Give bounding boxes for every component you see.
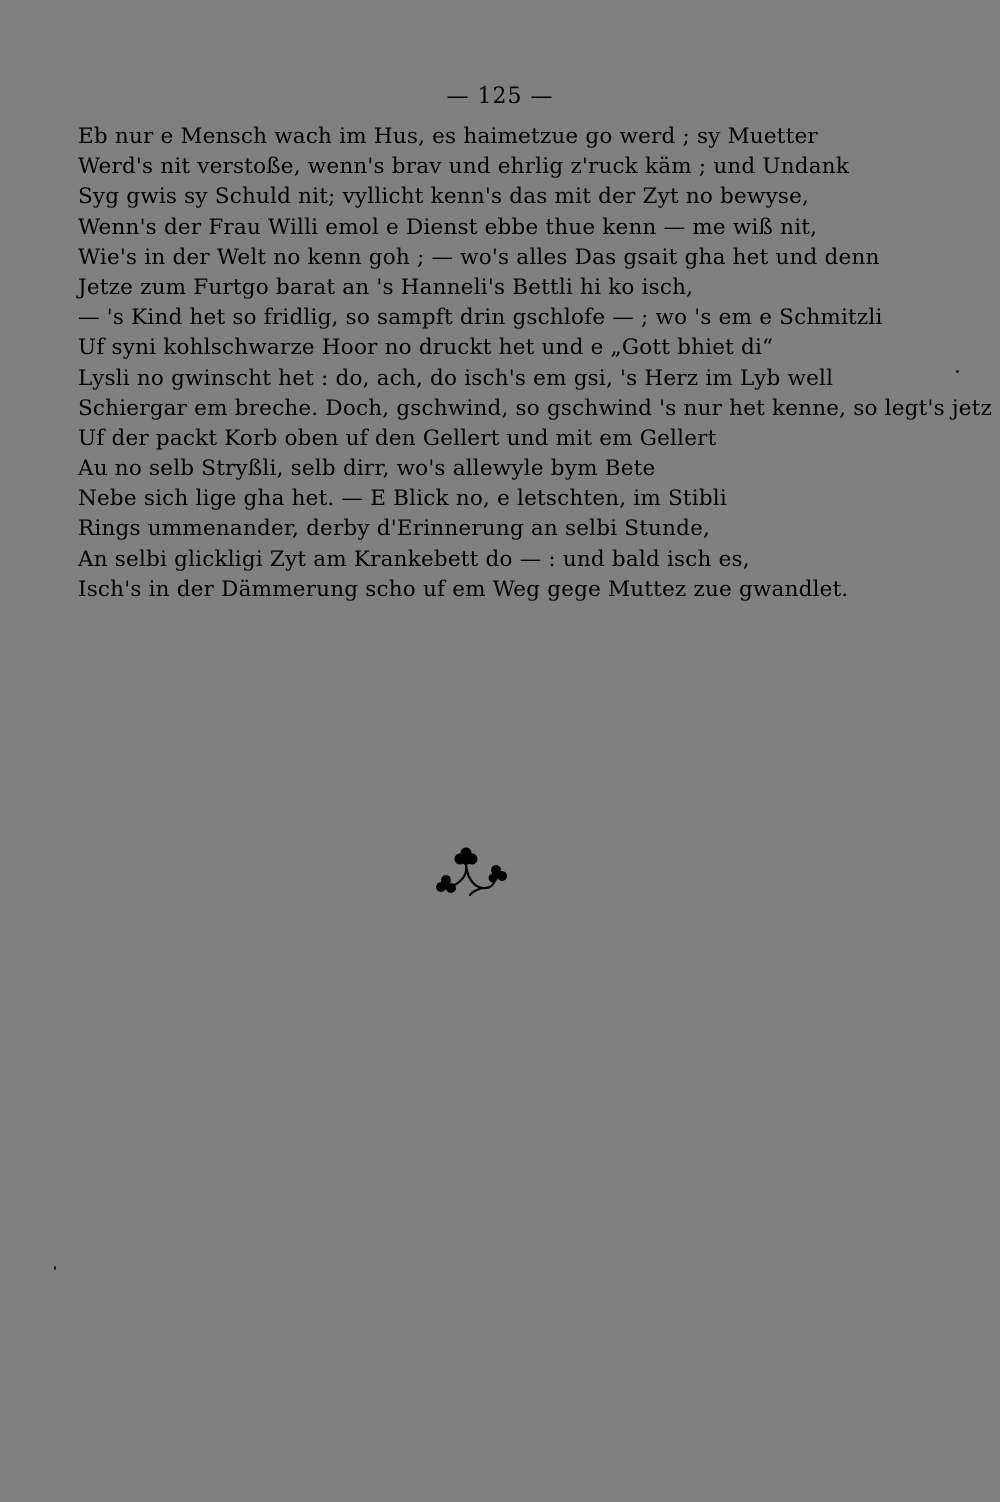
poem-line: Uf der packt Korb oben uf den Gellert und mit em Gellert: [78, 425, 717, 451]
clover-vignette-icon: [436, 846, 512, 902]
poem-line: Schiergar em breche. Doch, gschwind, so gschwind 's nur het kenne, so legt's jetz: [78, 395, 992, 421]
poem-line: Rings ummenander, derby d'Erinnerung an selbi Stunde,: [78, 516, 711, 542]
paper-speck: [54, 1266, 56, 1270]
poem-line: Syg gwis sy Schuld nit; vyllicht kenn's das mit der Zyt no bewyse,: [78, 184, 810, 210]
poem-line: Eb nur e Mensch wach im Hus, es haimetzue go werd ; sy Muetter: [78, 124, 818, 149]
poem-line: Werd's nit verstoße, wenn's brav und ehrlig z'ruck käm ; und Undank: [78, 154, 850, 180]
poem-text: [78, 122, 992, 605]
poem-line: Lysli no gwinscht het : do, ach, do isch's em gsi, 's Herz im Lyb well: [78, 365, 834, 391]
poem-line: Uf syni kohlschwarze Hoor no druckt het und e „Gott bhiet di“: [78, 335, 774, 361]
page-number: — 125 —: [446, 84, 554, 109]
paper-speck: [956, 370, 959, 373]
poem-line: An selbi glickligi Zyt am Krankebett do — : und bald isch es,: [78, 546, 750, 572]
poem-line: Wenn's der Frau Willi emol e Dienst ebbe thue kenn — me wiß nit,: [78, 214, 818, 240]
poem-line: — 's Kind het so fridlig, so sampft drin gschlofe — ; wo 's em e Schmitzli: [78, 305, 883, 331]
poem-line: Nebe sich lige gha het. — E Blick no, e letschten, im Stibli: [78, 486, 727, 512]
poem-line: Au no selb Stryßli, selb dirr, wo's allewyle bym Bete: [78, 456, 656, 482]
poem-line: Isch's in der Dämmerung scho uf em Weg gege Muttez zue gwandlet.: [78, 576, 849, 602]
poem-line: Wie's in der Welt no kenn goh ; — wo's alles Das gsait gha het und denn: [78, 244, 880, 270]
poem-line: Jetze zum Furtgo barat an 's Hanneli's Bettli hi ko isch,: [78, 274, 694, 300]
